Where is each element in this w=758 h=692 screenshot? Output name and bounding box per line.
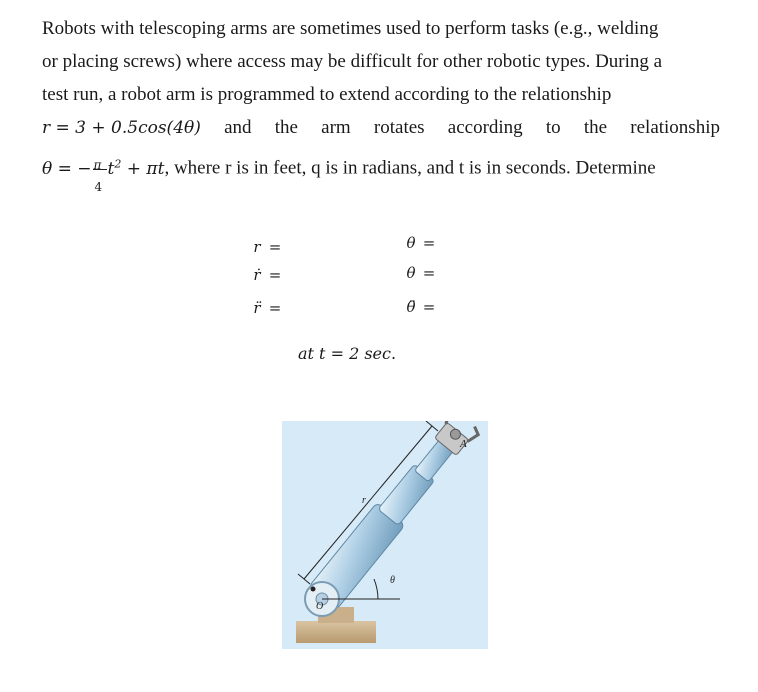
theta-answer <box>404 234 435 252</box>
theta-dot-symbol: θ <box>406 264 416 282</box>
equals-sign: = <box>422 298 436 316</box>
theta-angle-arc <box>374 579 378 599</box>
theta-eq-exponent: 2 <box>114 157 122 170</box>
problem-line-3: test run, a robot arm is programmed to extend according to the relationship <box>42 84 612 105</box>
problem-line-5-text: , where r is in feet, q is in radians, and t is in seconds. Determine <box>164 157 656 179</box>
r-dimension-tick-bottom <box>298 574 310 584</box>
word: to <box>545 117 561 138</box>
theta-dot-answer <box>404 264 435 282</box>
pi-over-4-fraction <box>92 157 108 194</box>
word: and <box>224 117 252 138</box>
problem-line-4 <box>42 111 720 145</box>
problem-line-5 <box>42 147 720 194</box>
r-answer <box>250 238 281 256</box>
theta-equation <box>42 157 165 194</box>
base-plate <box>296 621 376 643</box>
equals-sign: = <box>268 266 282 284</box>
problem-line-1: Robots with telescoping arms are sometimes used to perform tasks (e.g., welding <box>42 18 659 39</box>
word: relationship <box>630 117 720 138</box>
theta-ddot-symbol: θ̈ <box>406 298 416 316</box>
problem-line-2: or placing screws) where access may be difficult for other robotic types. During a <box>42 51 663 72</box>
word: according <box>447 117 523 138</box>
r-dot-symbol: ṙ <box>253 266 261 284</box>
robot-arm-diagram <box>282 421 488 649</box>
time-note: at t = 2 sec. <box>298 344 397 363</box>
r-symbol: r <box>253 238 261 256</box>
label-r: r <box>362 495 366 506</box>
problem-statement <box>42 12 720 194</box>
r-dot-answer <box>250 266 281 284</box>
theta-symbol: θ <box>406 234 416 252</box>
equals-sign: = <box>422 264 436 282</box>
theta-eq-t: t <box>107 158 115 179</box>
theta-eq-suffix: + πt <box>121 158 165 179</box>
robot-arm-figure <box>282 421 488 649</box>
equals-sign: = <box>268 238 282 256</box>
fraction-denominator: 4 <box>94 179 103 194</box>
word: rotates <box>373 117 425 138</box>
radius-equation: r = 3 + 0.5cos(4θ) <box>42 118 201 138</box>
theta-ddot-answer <box>404 298 435 316</box>
r-dimension-tick-top <box>426 421 438 431</box>
label-a: A <box>460 438 467 450</box>
pivot-point-o <box>311 587 316 592</box>
r-ddot-answer <box>250 299 281 317</box>
fraction-bar <box>93 169 107 170</box>
r-ddot-symbol: r̈ <box>253 299 261 317</box>
fraction-numerator: π <box>93 157 102 172</box>
equals-sign: = <box>422 234 436 252</box>
word: the <box>274 117 298 138</box>
word: the <box>583 117 608 138</box>
equals-sign: = <box>268 299 282 317</box>
word: arm <box>321 117 351 138</box>
label-theta: θ <box>390 575 395 586</box>
label-o: O <box>316 601 324 612</box>
theta-eq-prefix: θ = − <box>42 158 92 179</box>
